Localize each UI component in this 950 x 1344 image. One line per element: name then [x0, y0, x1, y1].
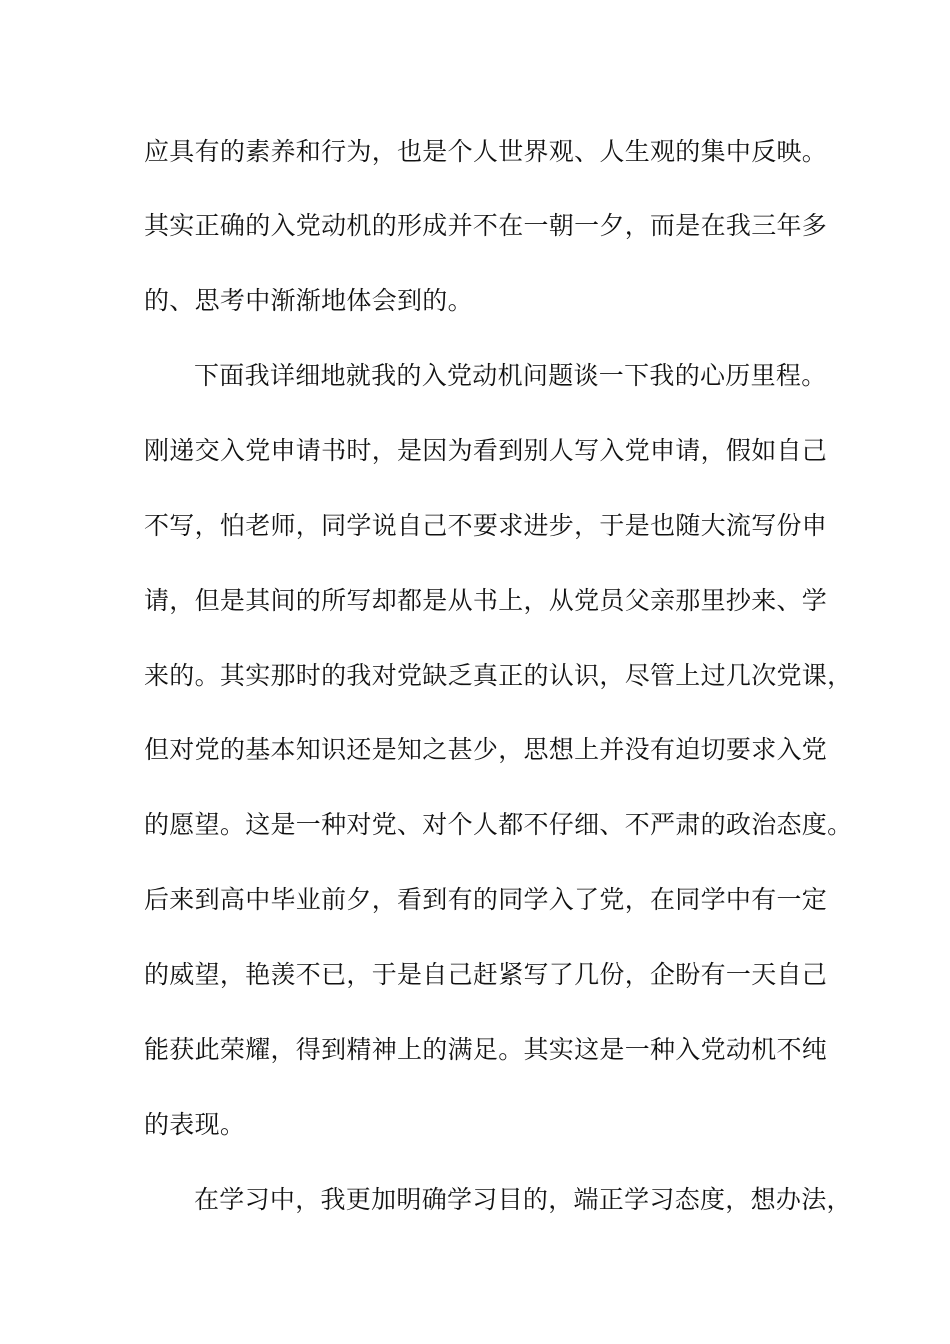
- text-line: 来的。其实那时的我对党缺乏真正的认识，尽管上过几次党课，: [144, 661, 853, 690]
- text-line: 应具有的素养和行为，也是个人世界观、人生观的集中反映。: [144, 137, 828, 166]
- text-line: 请，但是其间的所写却都是从书上，从党员父亲那里抄来、学: [144, 586, 828, 615]
- text-line: 但对党的基本知识还是知之甚少，思想上并没有迫切要求入党: [144, 735, 828, 764]
- text-line: 的表现。: [144, 1110, 246, 1139]
- text-line: 的愿望。这是一种对党、对个人都不仔细、不严肃的政治态度。: [144, 810, 853, 839]
- text-line: 的威望，艳羡不已，于是自己赶紧写了几份，企盼有一天自己: [144, 960, 828, 989]
- text-line: 不写，怕老师，同学说自己不要求进步，于是也随大流写份申: [144, 511, 828, 540]
- text-line: 后来到高中毕业前夕，看到有的同学入了党，在同学中有一定: [144, 885, 828, 914]
- paragraph-first-line: 在学习中，我更加明确学习目的，端正学习态度，想办法，: [194, 1185, 852, 1214]
- text-line: 能获此荣耀，得到精神上的满足。其实这是一种入党动机不纯: [144, 1035, 828, 1064]
- text-line: 其实正确的入党动机的形成并不在一朝一夕，而是在我三年多: [144, 211, 828, 240]
- paragraph-first-line: 下面我详细地就我的入党动机问题谈一下我的心历里程。: [194, 361, 827, 390]
- text-line: 的、思考中渐渐地体会到的。: [144, 286, 473, 315]
- text-line: 刚递交入党申请书时，是因为看到别人写入党申请，假如自己: [144, 436, 828, 465]
